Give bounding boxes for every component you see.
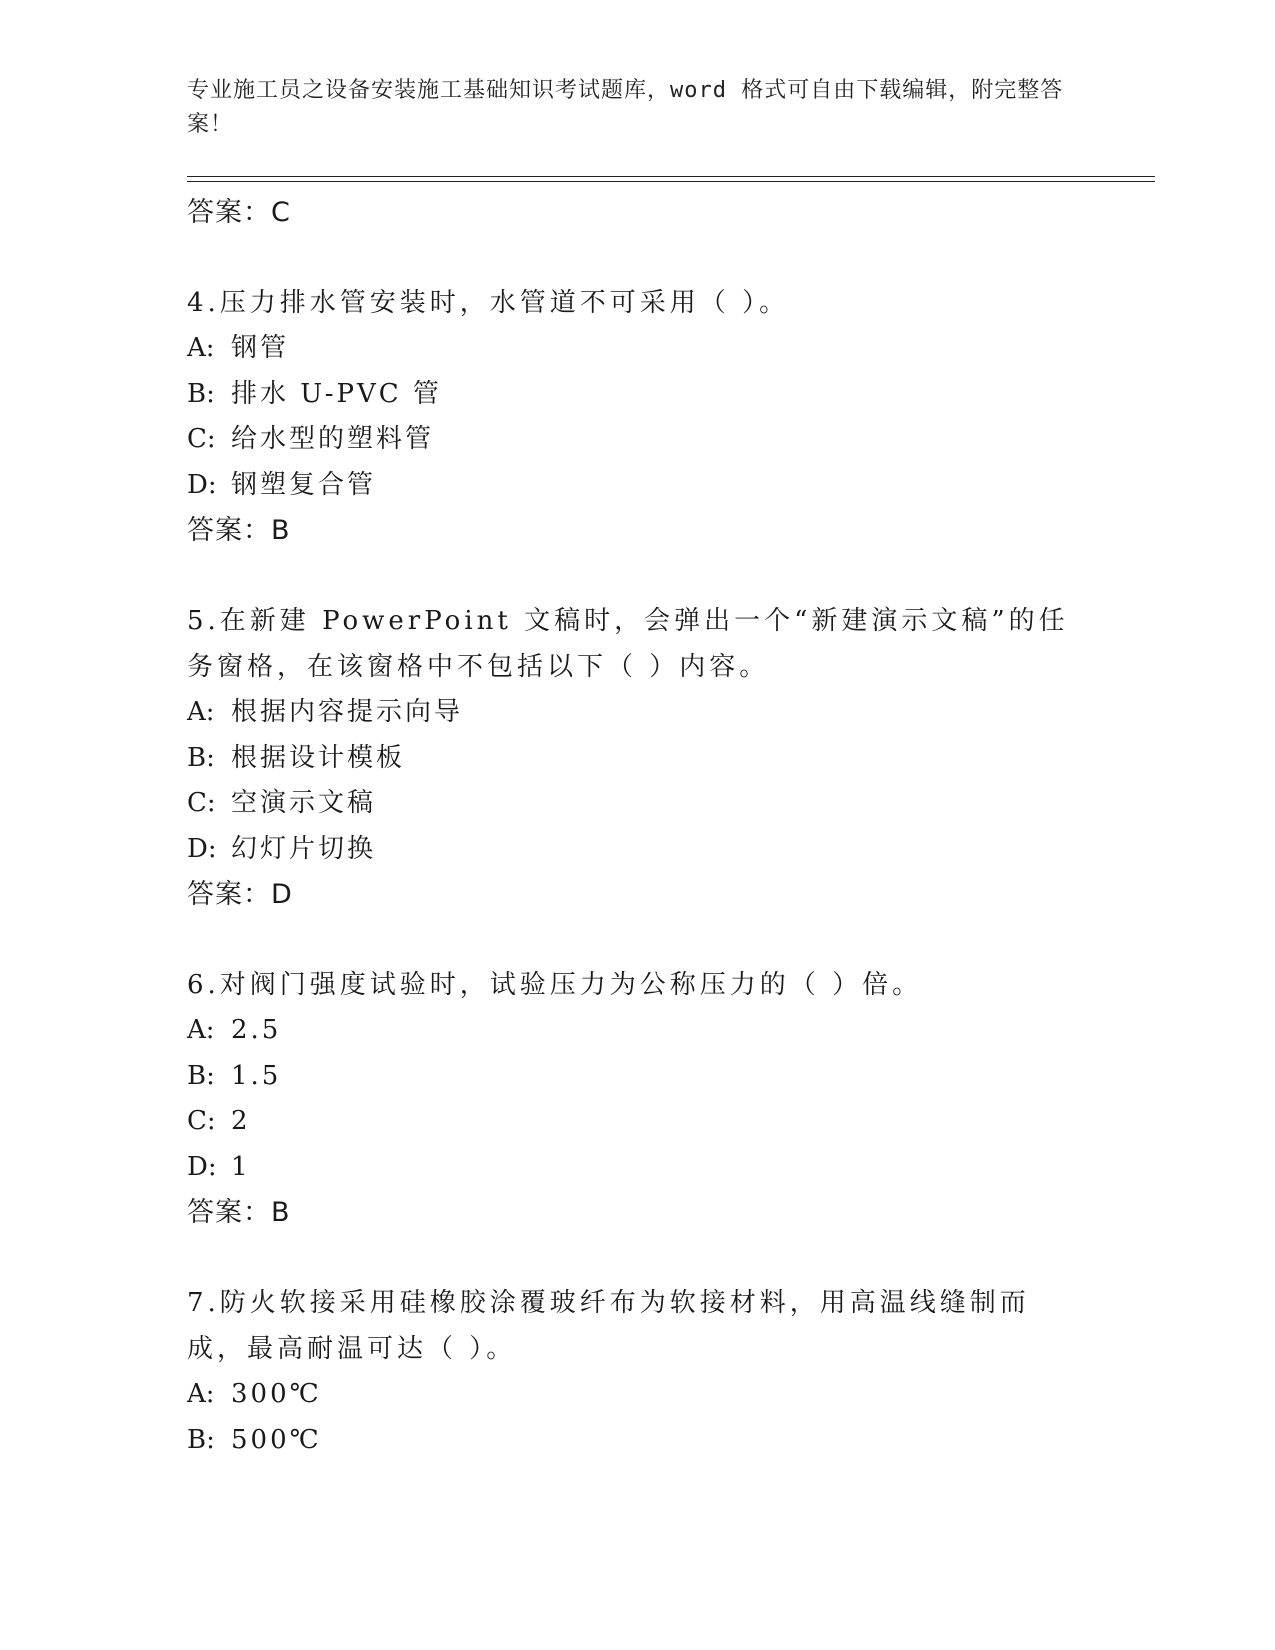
option-a: A: 2.5 (187, 1015, 282, 1045)
option-d: D: 1 (187, 1151, 251, 1182)
option-b: B: 根据设计模板 (187, 742, 406, 773)
option-a: A: 根据内容提示向导 (187, 697, 464, 727)
question-stem: 4.压力排水管安装时，水管道不可采用（ ）。 (187, 288, 790, 318)
question-stem: 6.对阀门强度试验时，试验压力为公称压力的（ ）倍。 (187, 970, 923, 1000)
question-stem: 5.在新建 PowerPoint 文稿时，会弹出一个“新建演示文稿”的任务窗格，在该窗格中不包括以下（ ）内容。 (187, 606, 1069, 682)
option-d: D: 钢塑复合管 (187, 469, 377, 500)
answer-line: 答案：C (187, 197, 291, 228)
question-item (187, 1280, 1087, 1463)
option-b: B: 1.5 (187, 1060, 282, 1091)
option-a: A: 300℃ (187, 1379, 322, 1409)
question-item (187, 280, 1087, 554)
option-d: D: 幻灯片切换 (187, 833, 377, 864)
option-c: C: 2 (187, 1106, 251, 1136)
question-item (187, 962, 1087, 1236)
question-stem: 7.防火软接采用硅橡胶涂覆玻纤布为软接材料，用高温线缝制而成，最高耐温可达（ ）。 (187, 1288, 1030, 1364)
answer-line: 答案：B (187, 515, 291, 546)
option-c: C: 给水型的塑料管 (187, 424, 435, 454)
option-b: B: 500℃ (187, 1424, 322, 1455)
option-b: B: 排水 U-PVC 管 (187, 378, 442, 409)
question-item (187, 598, 1087, 918)
header-divider-second (187, 181, 1155, 182)
header-divider (187, 176, 1155, 177)
answer-line: 答案：B (187, 1197, 291, 1228)
document-header: 专业施工员之设备安装施工基础知识考试题库，word 格式可自由下载编辑，附完整答案！ (187, 78, 1064, 137)
option-c: C: 空演示文稿 (187, 788, 377, 818)
question-list (187, 190, 1087, 1463)
option-a: A: 钢管 (187, 333, 290, 363)
answer-line: 答案：D (187, 879, 293, 910)
